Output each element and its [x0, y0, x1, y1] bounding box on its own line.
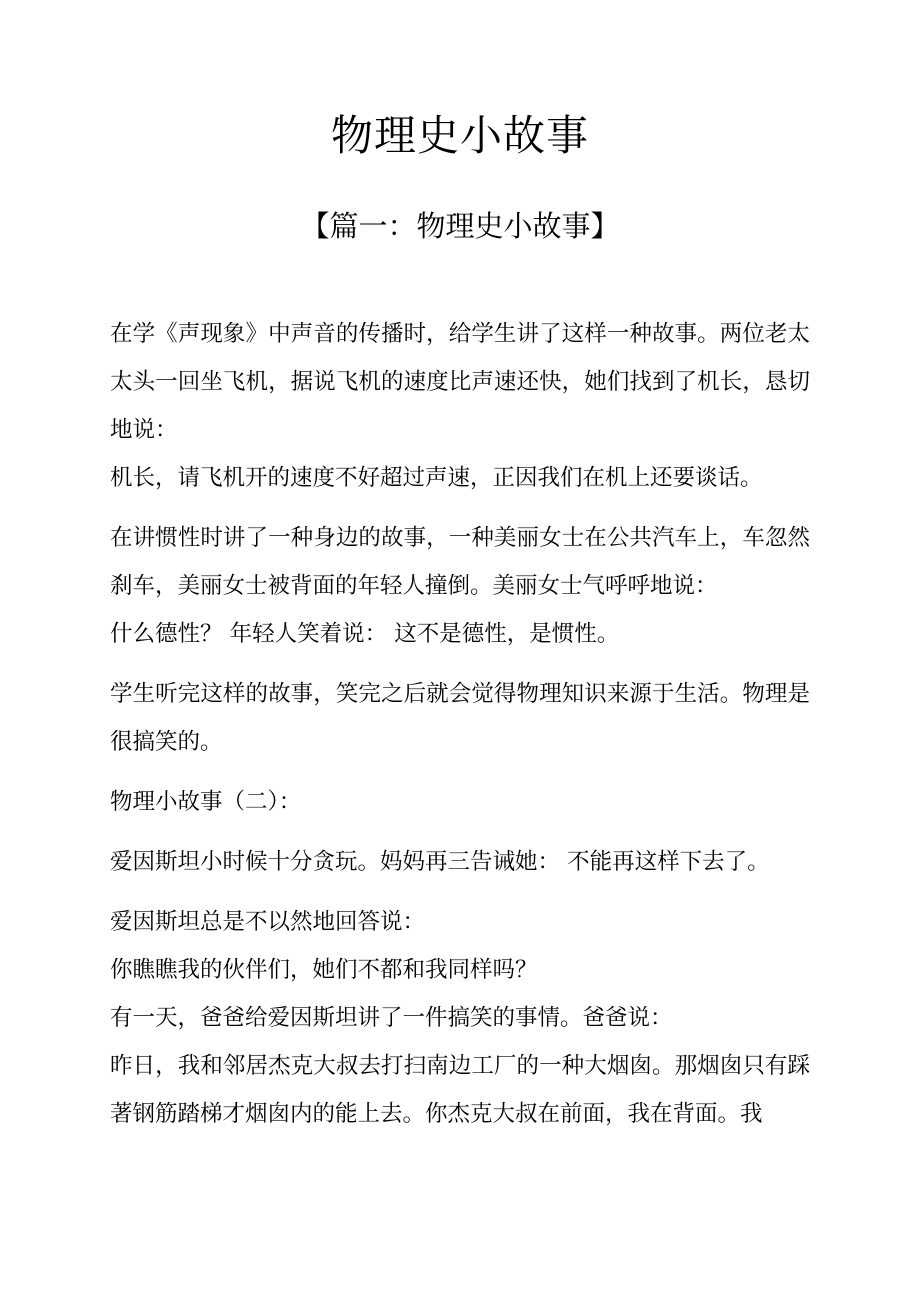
paragraph: 在讲惯性时讲了一种身边的故事，一种美丽女士在公共汽车上，车忽然刹车，美丽女士被背面的年轻人撞倒。美丽女士气呼呼地说：: [110, 525, 810, 599]
paragraph: 什么德性？ 年轻人笑着说： 这不是德性，是惯性。: [110, 621, 620, 647]
document-subtitle: 【篇一：物理史小故事】: [300, 209, 620, 243]
paragraph: 在学《声现象》中声音的传播时，给学生讲了这样一种故事。两位老太太头一回坐飞机，据说飞机的速度比声速还快，她们找到了机长，恳切地说：: [110, 321, 810, 443]
section-heading: 物理小故事（二）：: [110, 789, 302, 815]
paragraph: 爱因斯坦小时候十分贪玩。妈妈再三告诫她： 不能再这样下去了。: [110, 849, 770, 875]
paragraph: 爱因斯坦总是不以然地回答说：: [110, 909, 426, 935]
document-body: [110, 310, 810, 1138]
paragraph: 你瞧瞧我的伙伴们，她们不都和我同样吗？: [110, 957, 538, 983]
paragraph: 昨日，我和邻居杰克大叔去打扫南边工厂的一种大烟囱。那烟囱只有踩著钢筋踏梯才烟囱内的能上去。你杰克大叔在前面，我在背面。我: [110, 1053, 810, 1127]
paragraph: 学生听完这样的故事，笑完之后就会觉得物理知识来源于生活。物理是很搞笑的。: [110, 681, 810, 755]
paragraph: 机长，请飞机开的速度不好超过声速，正因我们在机上还要谈话。: [110, 465, 763, 491]
document-title: 物理史小故事: [330, 111, 589, 160]
paragraph: 有一天，爸爸给爱因斯坦讲了一件搞笑的事情。爸爸说：: [110, 1005, 673, 1031]
